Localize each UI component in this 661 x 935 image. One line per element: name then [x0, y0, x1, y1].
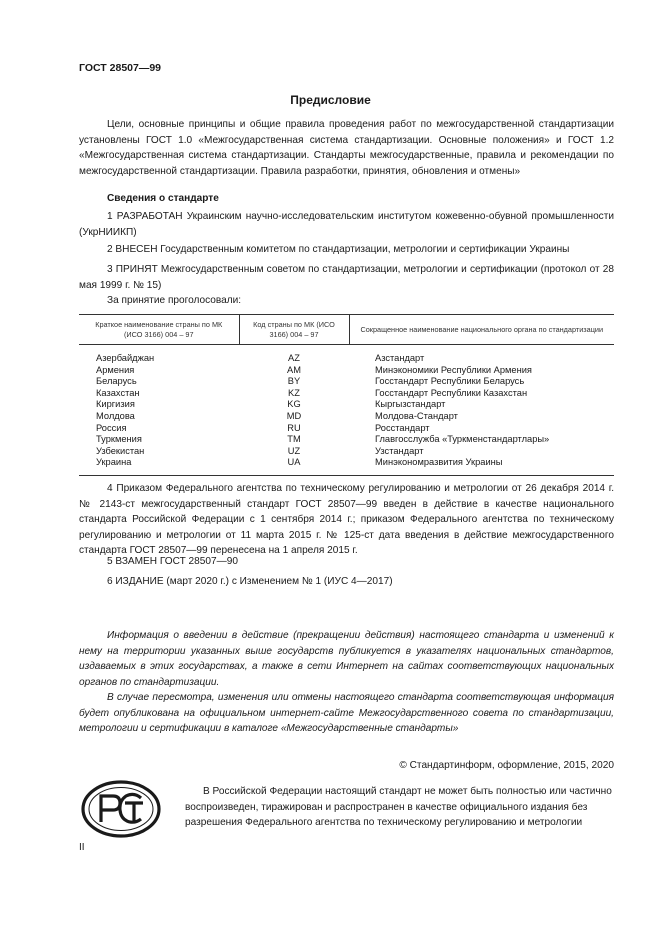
page-title: Предисловие — [290, 93, 371, 107]
table-row — [79, 457, 614, 475]
country-code: UA — [239, 457, 349, 475]
country-code: RU — [287, 422, 301, 433]
table-row — [79, 446, 614, 458]
country-name: Россия — [96, 422, 127, 433]
standards-authority: Госстандарт Республики Беларусь — [375, 376, 525, 387]
table-row — [79, 434, 614, 446]
country-code: KZ — [288, 387, 300, 398]
country-name: Молдова — [96, 410, 135, 421]
country-name: Азербайджан — [96, 353, 155, 363]
standards-authority: Главгосслужба «Туркменстандартлары» — [375, 434, 550, 445]
country-name: Туркмения — [96, 434, 142, 445]
page-number: II — [79, 842, 85, 853]
country-code: BY — [287, 376, 301, 387]
standards-authority: Госстандарт Республики Казахстан — [375, 387, 528, 398]
table-row — [79, 411, 614, 423]
item-5: 5 ВЗАМЕН ГОСТ 28507—90 — [107, 556, 238, 567]
country-code: AM — [287, 364, 301, 375]
country-code: AZ — [288, 353, 300, 363]
voting-label: За принятие проголосовали: — [107, 295, 242, 306]
table-row — [79, 365, 614, 377]
column-header-code: Код страны по МК (ИСО 3166) 004 – 97 — [239, 315, 349, 345]
table-row — [79, 388, 614, 400]
country-code: TM — [287, 434, 301, 445]
section-subheading: Сведения о стандарте — [107, 193, 219, 204]
info-note-paragraph-2: В случае пересмотра, изменения или отмены настоящего стандарта соответствующая информация будет опубликована на официальном интернет-сайте Межгосударственного совета по стандартизации, метрологии и сертификации в каталоге «Межгосударственные стандарты» — [79, 692, 614, 735]
item-3: 3 ПРИНЯТ Межгосударственным советом по стандартизации, метрологии и сертификации (протокол от 28 мая 1999 г. № 15) — [79, 264, 614, 291]
country-name: Беларусь — [96, 376, 137, 387]
item-2: 2 ВНЕСЕН Государственным комитетом по стандартизации, метрологии и сертификации Украины — [107, 244, 570, 255]
country-name: Киргизия — [96, 399, 135, 410]
country-name: Украина — [79, 457, 239, 475]
item-4: 4 Приказом Федерального агентства по техническому регулированию и метрологии от 26 декабря 2014 г. № 2143-ст межгосударственный стандарт ГОСТ 28507—99 введен в действие в качестве национального стандарта Российской Федерации с 1 сентября 2014 г.; приказом Федерального агентства по техническому регулированию и метрологии от 11 марта 2015 г. № 125-ст дата введения в действие межгосударственного стандарта ГОСТ 28507—99 перенесена на 1 апреля 2015 г. — [79, 483, 614, 557]
standards-authority: Росстандарт — [375, 422, 430, 433]
table-row — [79, 423, 614, 435]
standards-authority: Молдова-Стандарт — [375, 410, 458, 421]
column-header-country: Краткое наименование страны по МК (ИСО 3166) 004 – 97 — [79, 315, 239, 345]
country-code: UZ — [287, 445, 301, 456]
item-1: 1 РАЗРАБОТАН Украинским научно-исследовательским институтом кожевенно-обувной промышленности (УкрНИИКП) — [79, 211, 614, 238]
intro-paragraph: Цели, основные принципы и общие правила проведения работ по межгосударственной стандартизации установлены ГОСТ 1.0 «Межгосударственная система стандартизации. Основные положения» и ГОСТ 1.2 «Межгосударственная система стандартизации. Стандарты межгосударственные, правила и рекомендации по межгосударственной стандартизации. Правила разработки, принятия, обновления и отмены» — [79, 119, 614, 177]
copyright-line: © Стандартинформ, оформление, 2015, 2020 — [399, 760, 614, 771]
standards-authority: Кыргызстандарт — [375, 399, 446, 410]
voting-table — [79, 314, 614, 476]
country-name: Узбекистан — [96, 445, 145, 456]
country-code: MD — [286, 410, 302, 421]
country-code: KG — [287, 399, 301, 410]
standards-authority: Минэкономразвития Украины — [349, 457, 614, 475]
standard-number: ГОСТ 28507—99 — [79, 62, 162, 74]
column-header-authority: Сокращенное наименование национального органа по стандартизации — [349, 315, 614, 345]
country-name: Армения — [96, 364, 135, 375]
standards-authority: Азстандарт — [375, 353, 425, 363]
standards-authority: Минэкономики Республики Армения — [375, 364, 532, 375]
table-row — [79, 376, 614, 388]
item-6: 6 ИЗДАНИЕ (март 2020 г.) с Изменением № 1 (ИУС 4—2017) — [107, 576, 393, 587]
table-header-row — [79, 315, 614, 345]
info-note-paragraph-1: Информация о введении в действие (прекращении действия) настоящего стандарта и изменений к нему на территории указанных выше государств публикуется в указателях национальных стандартов, издаваемых в этих государствах, а также в сети Интернет на сайтах соответствующих национальных органов по стандартизации. — [79, 630, 614, 688]
standards-authority: Узстандарт — [375, 445, 424, 456]
rst-certification-mark-icon — [79, 778, 165, 845]
country-name: Казахстан — [96, 387, 140, 398]
table-row — [79, 345, 614, 365]
table-row — [79, 399, 614, 411]
reproduction-notice: В Российской Федерации настоящий стандарт не может быть полностью или частично воспроизведен, тиражирован и распространен в качестве официального издания без разрешения Федерального агентства по техническому регулированию и метрологии — [185, 786, 612, 829]
